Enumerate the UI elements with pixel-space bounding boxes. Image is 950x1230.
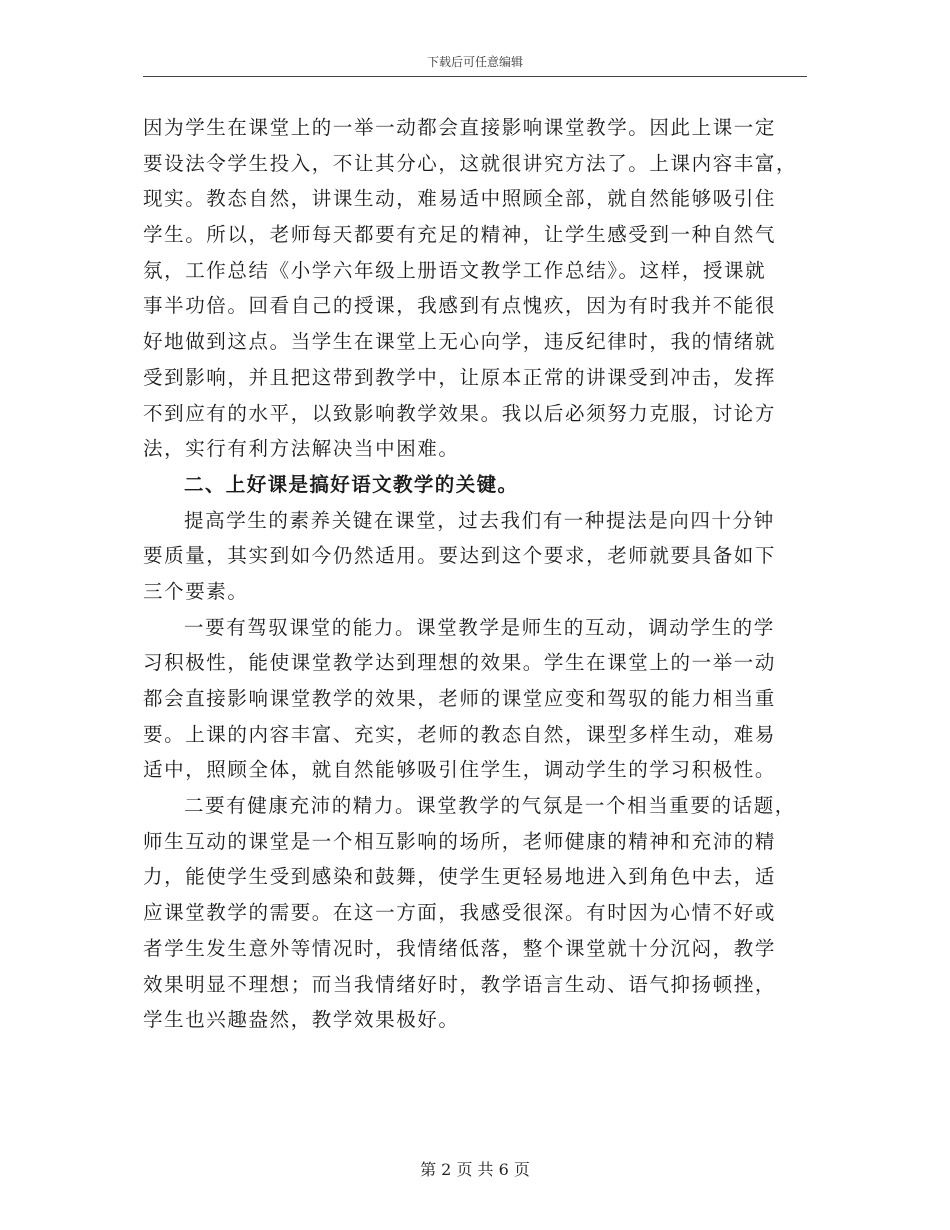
section-heading [143,467,795,503]
text-line: 者学生发生意外等情况时，我情绪低落，整个课堂就十分沉闷，教学 [143,936,777,960]
text-line: 二要有健康充沛的精力。课堂教学的气氛是一个相当重要的话题， [184,794,796,818]
text-line: 效果明显不理想；而当我情绪好时，教学语言生动、语气抑扬顿挫， [143,972,777,996]
text-line: 一要有驾驭课堂的能力。课堂教学是师生的互动，调动学生的学 [184,615,775,639]
text-line: 力，能使学生受到感染和鼓舞，使学生更轻易地进入到角色中去，适 [143,865,777,889]
text-line: 因为学生在课堂上的一举一动都会直接影响课堂教学。因此上课一定 [143,116,777,139]
page-header: 下载后可任意编辑 [426,55,523,69]
paragraph-point-one [143,610,795,788]
text-line: 要设法令学生投入，不让其分心，这就很讲究方法了。上课内容丰富， [143,151,798,175]
text-line: 师生互动的课堂是一个相互影响的场所，老师健康的精神和充沛的精 [143,829,777,853]
paragraph-continuation [143,110,798,467]
text-line: 法，实行有利方法解决当中困难。 [143,437,460,461]
document-body [143,110,798,1038]
text-line: 不到应有的水平，以致影响教学效果。我以后必须努力克服，讨论方 [143,401,777,425]
text-line: 都会直接影响课堂教学的效果，老师的课堂应变和驾驭的能力相当重 [143,687,777,710]
text-line: 学生。所以，老师每天都要有充足的精神，让学生感受到一种自然气 [143,223,777,247]
paragraph-point-two [143,788,795,1038]
text-line: 习积极性，能使课堂教学达到理想的效果。学生在课堂上的一举一动 [143,651,777,675]
text-line: 要。上课的内容丰富、充实，老师的教态自然，课型多样生动，难易 [143,722,777,746]
text-line: 要质量，其实到如今仍然适用。要达到这个要求，老师就要具备如下 [143,544,777,568]
text-line: 提高学生的素养关键在课堂，过去我们有一种提法是向四十分钟 [184,508,775,532]
text-line: 学生也兴趣盎然，教学效果极好。 [143,1008,460,1032]
text-line: 三个要素。 [143,579,249,603]
paragraph-intro [143,503,795,610]
header-divider [143,76,807,77]
page-number-footer: 第 2 页 共 6 页 [420,1160,530,1179]
text-line: 受到影响，并且把这带到教学中，让原本正常的讲课受到冲击，发挥 [143,365,777,389]
text-line: 现实。教态自然，讲课生动，难易适中照顾全部，就自然能够吸引住 [143,187,777,211]
text-line: 好地做到这点。当学生在课堂上无心向学，违反纪律时，我的情绪就 [143,330,777,354]
text-line: 应课堂教学的需要。在这一方面，我感受很深。有时因为心情不好或 [143,901,777,925]
text-line: 氛，工作总结《小学六年级上册语文教学工作总结》。这样，授课就 [143,258,767,282]
text-line: 事半功倍。回看自己的授课，我感到有点愧疚，因为有时我并不能很 [143,294,777,318]
text-line: 适中，照顾全体，就自然能够吸引住学生，调动学生的学习积极性。 [143,758,777,782]
heading-text: 二、上好课是搞好语文教学的关键。 [184,472,519,496]
